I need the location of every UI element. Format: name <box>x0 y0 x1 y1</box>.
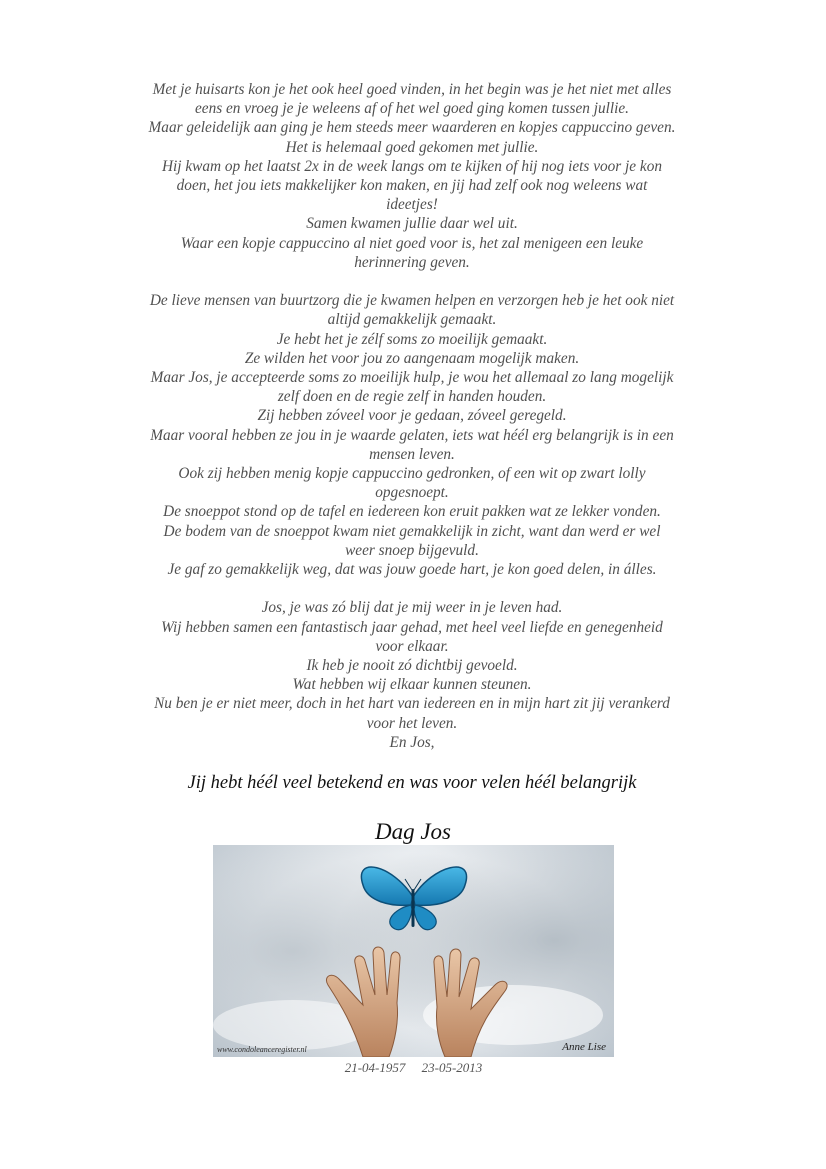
poem-line: herinnering geven. <box>354 253 470 271</box>
poem-line: Wij hebben samen een fantastisch jaar gehad, met heel veel liefde en genegenheid <box>161 618 663 636</box>
poem-line: En Jos, <box>389 733 435 751</box>
poem-line: De lieve mensen van buurtzorg die je kwamen helpen en verzorgen heb je het ook niet <box>149 292 675 310</box>
poem-line: Samen kwamen jullie daar wel uit. <box>306 215 518 233</box>
stanza-break <box>110 579 714 598</box>
poem-line: Hij kwam op het laatst 2x in de week langs om te kijken of hij nog iets voor je kon <box>161 157 663 175</box>
poem-line: Ze wilden het voor jou zo aangenaam mogelijk maken. <box>244 349 580 367</box>
poem-line: De snoeppot stond op de tafel en iedereen kon eruit pakken wat ze lekker vonden. <box>163 503 661 521</box>
poem-line: Nu ben je er niet meer, doch in het hart van iedereen en in mijn hart zit jij verankerd <box>154 695 670 713</box>
birth-date: 21-04-1957 <box>344 1060 406 1075</box>
poem-line: zelf doen en de regie zelf in handen houden. <box>277 388 547 406</box>
poem-text <box>110 80 714 752</box>
poem-line: doen, het jou iets makkelijker kon maken, en jij had zelf ook nog weleens wat <box>176 177 648 195</box>
poem-line: Maar vooral hebben ze jou in je waarde gelaten, iets wat héél erg belangrijk is in een <box>150 426 674 444</box>
poem-line: voor het leven. <box>366 714 458 732</box>
stanza-break <box>110 272 714 291</box>
poem-line: Met je huisarts kon je het ook heel goed vinden, in het begin was je het niet met alles <box>152 81 672 98</box>
poem-line: Waar een kopje cappuccino al niet goed voor is, het zal menigeen een leuke <box>180 234 644 252</box>
poem-line: voor elkaar. <box>375 637 449 655</box>
memorial-image <box>213 845 614 1057</box>
closing-line: Jij hebt héél veel betekend en was voor velen héél belangrijk <box>187 773 637 793</box>
poem-line: Ik heb je nooit zó dichtbij gevoeld. <box>306 657 518 675</box>
poem-line: opgesnoept. <box>375 484 449 502</box>
poem-line: altijd gemakkelijk gemaakt. <box>327 311 497 329</box>
poem-line: Ook zij hebben menig kopje cappuccino gedronken, of een wit op zwart lolly <box>178 465 646 483</box>
poem-line: Je gaf zo gemakkelijk weg, dat was jouw goede hart, je kon goed delen, in álles. <box>167 561 657 579</box>
poem-line: De bodem van de snoeppot kwam niet gemakkelijk in zicht, want dan werd er wel <box>163 522 661 540</box>
poem-line: mensen leven. <box>369 445 455 463</box>
poem-line: Wat hebben wij elkaar kunnen steunen. <box>292 676 532 694</box>
watermark-url: www.condoleanceregister.nl <box>217 1045 307 1054</box>
poem-line: weer snoep bijgevuld. <box>345 541 479 559</box>
poem-line: Maar Jos, je accepteerde soms zo moeilijk hulp, je wou het allemaal zo lang mogelijk <box>150 369 674 387</box>
poem-line: Zij hebben zóveel voor je gedaan, zóveel geregeld. <box>257 407 567 425</box>
poem-line: Maar geleidelijk aan ging je hem steeds meer waarderen en kopjes cappuccino geven. <box>148 119 676 137</box>
image-signature: Anne Lise <box>562 1041 606 1053</box>
butterfly-over-hands-icon <box>213 845 614 1057</box>
farewell-title: Dag Jos <box>374 819 452 844</box>
poem-line: Je hebt het je zélf soms zo moeilijk gemaakt. <box>276 330 548 348</box>
poem-line: Jos, je was zó blij dat je mij weer in je leven had. <box>261 599 563 617</box>
poem-line: eens en vroeg je je weleens af of het wel goed ging komen tussen jullie. <box>194 100 629 118</box>
life-dates <box>213 1060 614 1076</box>
poem-line: ideetjes! <box>386 196 438 214</box>
death-date: 23-05-2013 <box>421 1060 483 1075</box>
poem-line: Het is helemaal goed gekomen met jullie. <box>285 138 539 156</box>
